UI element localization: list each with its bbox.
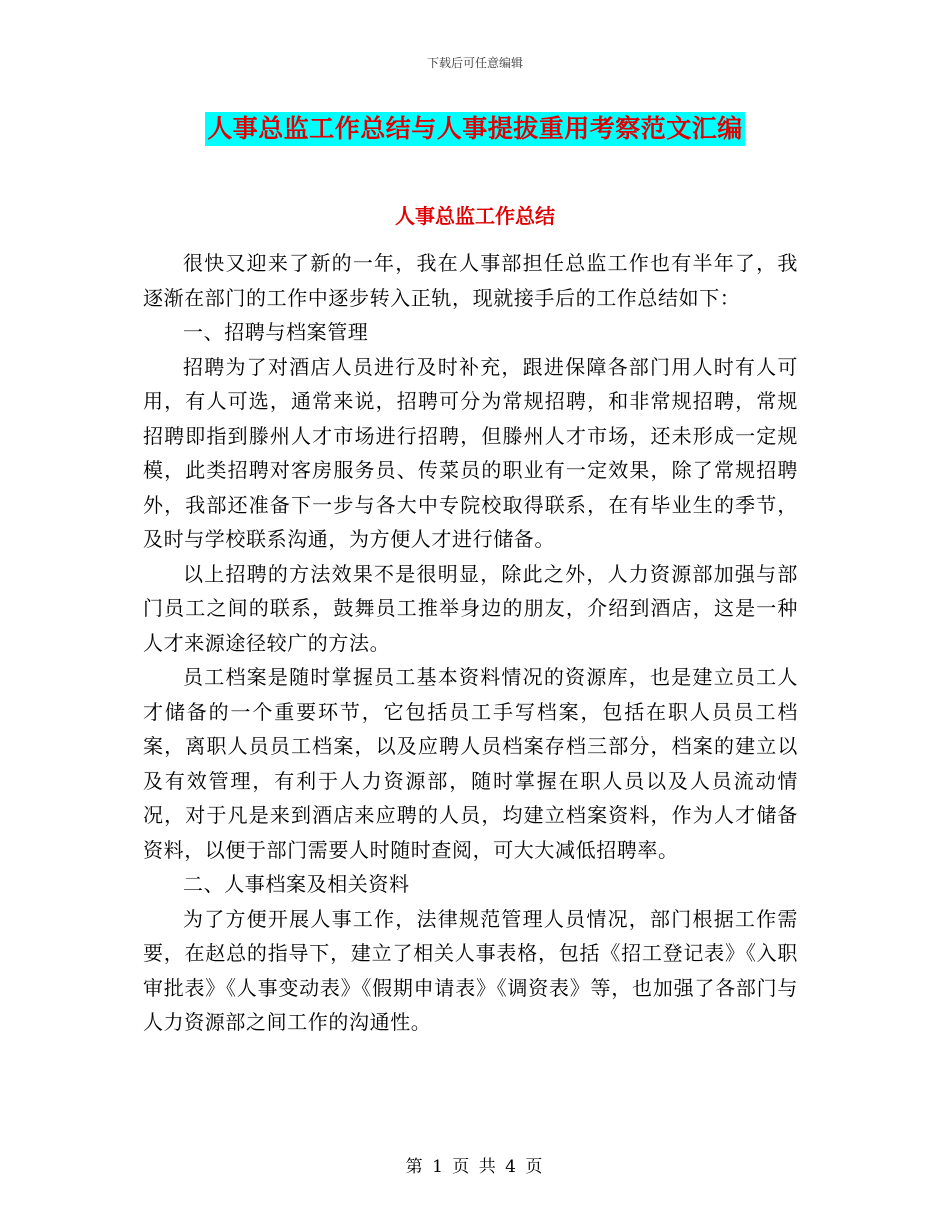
heading-personnel-files: 二、人事档案及相关资料 [183,872,410,896]
paragraph-personnel-forms: 为了方便开展人事工作，法律规范管理人员情况，部门根据工作需要，在赵总的指导下，建立了相关人事表格，包括《招工登记表》《入职审批表》《人事变动表》《假期申请表》《调资表》等，也加强了各部门与人力资源部之间工作的沟通性。 [143,906,798,1034]
paragraph-recruitment-methods: 以上招聘的方法效果不是很明显，除此之外，人力资源部加强与部门员工之间的联系，鼓舞员工推举身边的朋友，介绍到酒店，这是一种人才来源途径较广的方法。 [143,561,798,655]
document-body [143,246,798,1040]
paragraph-intro: 很快又迎来了新的一年，我在人事部担任总监工作也有半年了，我逐渐在部门的工作中逐步转入正轨，现就接手后的工作总结如下： [143,251,798,310]
paragraph-employee-files: 员工档案是随时掌握员工基本资料情况的资源库，也是建立员工人才储备的一个重要环节，它包括员工手写档案，包括在职人员员工档案，离职人员员工档案，以及应聘人员档案存档三部分，档案的建立以及有效管理，有利于人力资源部，随时掌握在职人员以及人员流动情况，对于凡是来到酒店来应聘的人员，均建立档案资料，作为人才储备资料，以便于部门需要人时随时查阅，可大大减低招聘率。 [143,665,798,862]
heading-recruitment: 一、招聘与档案管理 [183,320,369,344]
header-note: 下载后可任意编辑 [426,56,523,70]
page-number: 第 1 页 共 4 页 [405,1157,545,1177]
paragraph-recruitment: 招聘为了对酒店人员进行及时补充，跟进保障各部门用人时有人可用，有人可选，通常来说，招聘可分为常规招聘，和非常规招聘，常规招聘即指到滕州人才市场进行招聘，但滕州人才市场，还未形成一定规模，此类招聘对客房服务员、传菜员的职业有一定效果，除了常规招聘外，我部还准备下一步与各大中专院校取得联系，在有毕业生的季节，及时与学校联系沟通，为方便人才进行储备。 [143,354,798,551]
document-title-wrap [0,112,950,146]
section-title: 人事总监工作总结 [395,204,555,228]
document-title: 人事总监工作总结与人事提拔重用考察范文汇编 [205,112,745,146]
